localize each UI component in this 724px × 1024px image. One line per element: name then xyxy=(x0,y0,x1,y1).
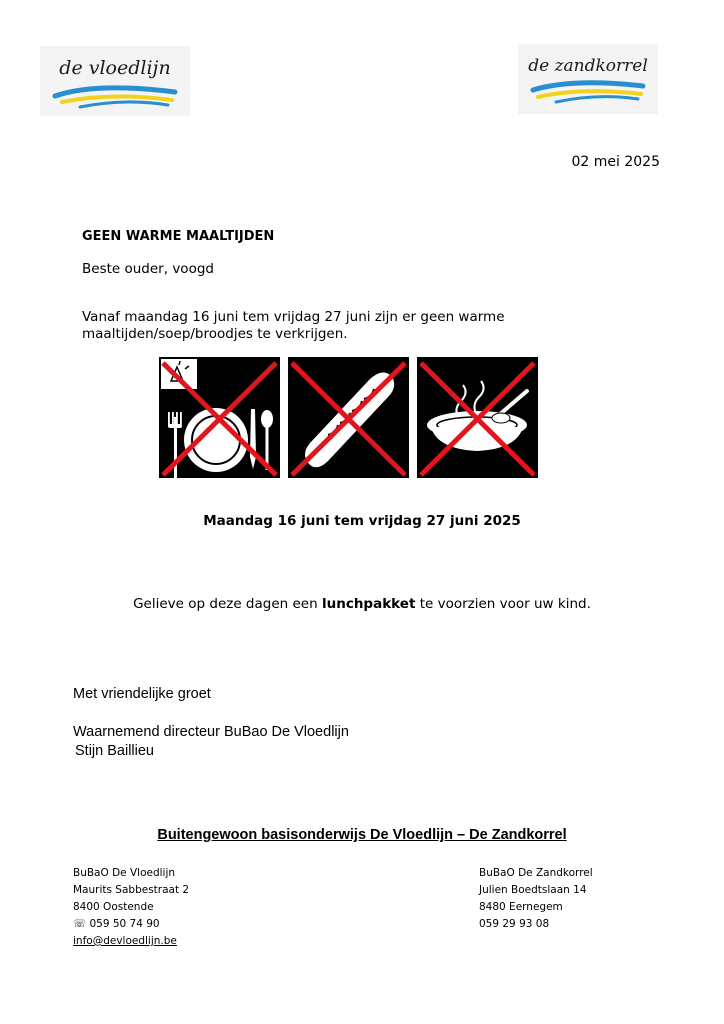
logo-de-vloedlijn xyxy=(40,46,190,116)
address-name: BuBaO De Zandkorrel xyxy=(479,867,593,879)
wave-graphic xyxy=(50,82,180,110)
page-title: GEEN WARME MAALTIJDEN xyxy=(82,229,275,244)
address-city: 8480 Eernegem xyxy=(479,901,563,913)
cross-icon xyxy=(288,357,409,478)
lunch-text-bold: lunchpakket xyxy=(321,596,416,612)
closing: Met vriendelijke groet xyxy=(73,686,211,702)
cross-icon xyxy=(159,357,280,478)
greeting: Beste ouder, voogd xyxy=(82,261,214,277)
wave-graphic xyxy=(528,78,648,106)
address-right xyxy=(479,865,593,933)
signer-title: Waarnemend directeur BuBao De Vloedlijn xyxy=(73,724,349,740)
cross-icon xyxy=(417,357,538,478)
address-city: 8400 Oostende xyxy=(73,901,154,913)
logo-text: de vloedlijn xyxy=(59,57,171,79)
letter-date: 02 mei 2025 xyxy=(571,154,660,170)
address-phone: ☏ 059 50 74 90 xyxy=(73,918,160,930)
address-phone: 059 29 93 08 xyxy=(479,918,550,930)
signer-name: Stijn Baillieu xyxy=(75,743,154,759)
footer-title: Buitengewoon basisonderwijs De Vloedlijn – De Zandkorrel xyxy=(157,827,567,843)
lunch-notice xyxy=(0,596,724,612)
address-name: BuBaO De Vloedlijn xyxy=(73,867,176,879)
bread-pictogram xyxy=(288,357,409,478)
period-heading: Maandag 16 juni tem vrijdag 27 juni 2025 xyxy=(203,513,521,529)
logo-text: de zandkorrel xyxy=(528,56,648,76)
lunch-text-before: Gelieve op deze dagen een xyxy=(133,596,322,612)
soup-pictogram xyxy=(417,357,538,478)
intro-paragraph: Vanaf maandag 16 juni tem vrijdag 27 juni zijn er geen warme maaltijden/soep/broodjes te verkrijgen. xyxy=(82,309,505,342)
lunch-text-after: te voorzien voor uw kind. xyxy=(415,596,591,612)
address-street: Maurits Sabbestraat 2 xyxy=(73,884,190,896)
address-left xyxy=(73,865,189,950)
email-link[interactable]: info@devloedlijn.be xyxy=(73,935,177,947)
address-street: Julien Boedtslaan 14 xyxy=(479,884,587,896)
hot-meal-pictogram xyxy=(159,357,280,478)
logo-de-zandkorrel xyxy=(518,44,658,114)
